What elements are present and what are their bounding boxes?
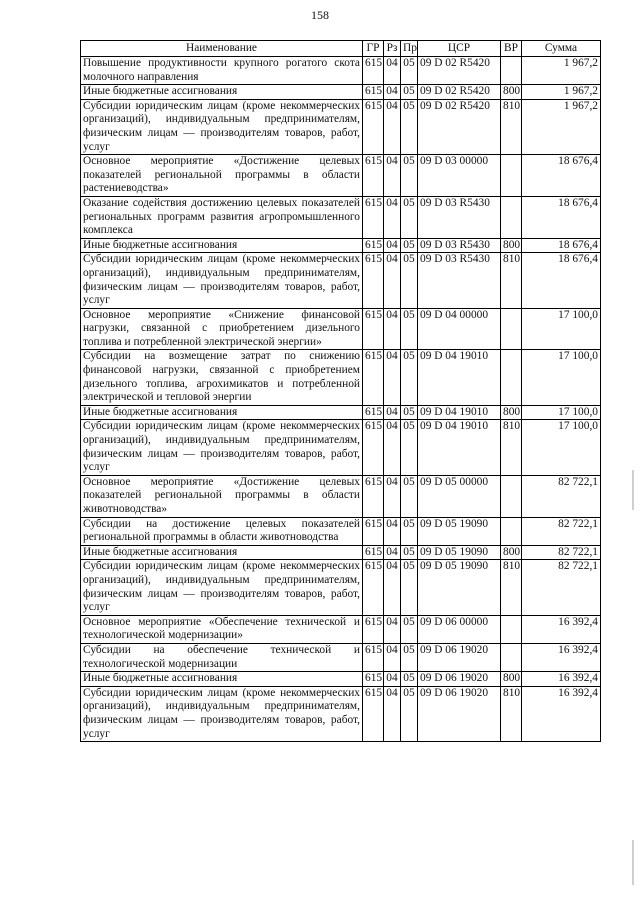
cell-vr [501, 57, 522, 85]
cell-pr: 05 [401, 308, 418, 350]
cell-rz: 04 [384, 85, 401, 100]
cell-csr: 09 D 02 R5420 [418, 85, 501, 100]
cell-csr: 09 D 06 19020 [418, 643, 501, 671]
table-row [81, 560, 601, 615]
cell-vr [501, 350, 522, 405]
cell-name: Основное мероприятие «Обеспечение технической и технологической модернизации» [81, 615, 363, 643]
cell-rz: 04 [384, 99, 401, 154]
table-row [81, 643, 601, 671]
table-row [81, 350, 601, 405]
cell-vr [501, 643, 522, 671]
cell-sum: 1 967,2 [522, 57, 601, 85]
cell-pr: 05 [401, 560, 418, 615]
cell-csr: 09 D 03 R5430 [418, 196, 501, 238]
scan-edge-mark [632, 840, 634, 885]
cell-sum: 18 676,4 [522, 238, 601, 253]
cell-sum: 82 722,1 [522, 545, 601, 560]
cell-vr [501, 517, 522, 545]
table-row [81, 99, 601, 154]
cell-gr: 615 [363, 238, 384, 253]
cell-name: Иные бюджетные ассигнования [81, 238, 363, 253]
cell-rz: 04 [384, 238, 401, 253]
cell-vr [501, 308, 522, 350]
cell-rz: 04 [384, 686, 401, 741]
cell-sum: 16 392,4 [522, 672, 601, 687]
cell-pr: 05 [401, 615, 418, 643]
cell-name: Субсидии на обеспечение технической и технологической модернизации [81, 643, 363, 671]
cell-csr: 09 D 04 19010 [418, 350, 501, 405]
cell-csr: 09 D 05 19090 [418, 545, 501, 560]
cell-sum: 82 722,1 [522, 475, 601, 517]
cell-gr: 615 [363, 643, 384, 671]
cell-csr: 09 D 05 19090 [418, 560, 501, 615]
cell-vr: 810 [501, 99, 522, 154]
cell-gr: 615 [363, 99, 384, 154]
cell-vr: 810 [501, 420, 522, 475]
cell-csr: 09 D 03 R5430 [418, 253, 501, 308]
cell-vr [501, 475, 522, 517]
cell-csr: 09 D 04 19010 [418, 405, 501, 420]
cell-sum: 16 392,4 [522, 686, 601, 741]
cell-gr: 615 [363, 686, 384, 741]
cell-pr: 05 [401, 253, 418, 308]
cell-pr: 05 [401, 238, 418, 253]
cell-name: Субсидии юридическим лицам (кроме некоммерческих организаций), индивидуальным предпринимателям, физическим лицам — производителям товаров, работ, услуг [81, 686, 363, 741]
cell-pr: 05 [401, 686, 418, 741]
cell-name: Иные бюджетные ассигнования [81, 85, 363, 100]
cell-sum: 1 967,2 [522, 85, 601, 100]
column-header-csr: ЦСР [418, 41, 501, 57]
cell-name: Субсидии юридическим лицам (кроме некоммерческих организаций), индивидуальным предпринимателям, физическим лицам — производителям товаров, работ, услуг [81, 99, 363, 154]
cell-vr [501, 615, 522, 643]
cell-rz: 04 [384, 615, 401, 643]
cell-rz: 04 [384, 517, 401, 545]
cell-vr: 800 [501, 672, 522, 687]
cell-csr: 09 D 04 00000 [418, 308, 501, 350]
cell-rz: 04 [384, 253, 401, 308]
cell-pr: 05 [401, 517, 418, 545]
cell-vr [501, 196, 522, 238]
table-row [81, 672, 601, 687]
cell-gr: 615 [363, 308, 384, 350]
table-row [81, 517, 601, 545]
cell-rz: 04 [384, 545, 401, 560]
cell-csr: 09 D 04 19010 [418, 420, 501, 475]
column-header-vr: ВР [501, 41, 522, 57]
cell-sum: 18 676,4 [522, 253, 601, 308]
cell-sum: 16 392,4 [522, 643, 601, 671]
cell-pr: 05 [401, 475, 418, 517]
column-header-pr: Пр [401, 41, 418, 57]
cell-sum: 18 676,4 [522, 155, 601, 197]
cell-gr: 615 [363, 253, 384, 308]
cell-sum: 17 100,0 [522, 405, 601, 420]
cell-rz: 04 [384, 560, 401, 615]
table-row [81, 615, 601, 643]
cell-vr: 800 [501, 85, 522, 100]
table-row [81, 420, 601, 475]
cell-gr: 615 [363, 420, 384, 475]
cell-sum: 82 722,1 [522, 560, 601, 615]
cell-csr: 09 D 03 R5430 [418, 238, 501, 253]
cell-csr: 09 D 03 00000 [418, 155, 501, 197]
table-row [81, 405, 601, 420]
cell-csr: 09 D 05 19090 [418, 517, 501, 545]
cell-rz: 04 [384, 475, 401, 517]
cell-gr: 615 [363, 196, 384, 238]
cell-csr: 09 D 06 19020 [418, 672, 501, 687]
cell-rz: 04 [384, 420, 401, 475]
cell-vr: 800 [501, 545, 522, 560]
cell-rz: 04 [384, 196, 401, 238]
cell-gr: 615 [363, 155, 384, 197]
cell-gr: 615 [363, 672, 384, 687]
cell-gr: 615 [363, 85, 384, 100]
cell-pr: 05 [401, 57, 418, 85]
cell-sum: 17 100,0 [522, 350, 601, 405]
cell-rz: 04 [384, 643, 401, 671]
cell-csr: 09 D 06 00000 [418, 615, 501, 643]
cell-vr: 810 [501, 560, 522, 615]
cell-csr: 09 D 06 19020 [418, 686, 501, 741]
table-header-row [81, 41, 601, 57]
cell-vr: 800 [501, 405, 522, 420]
cell-sum: 18 676,4 [522, 196, 601, 238]
cell-gr: 615 [363, 517, 384, 545]
cell-gr: 615 [363, 57, 384, 85]
cell-gr: 615 [363, 560, 384, 615]
column-header-name: Наименование [81, 41, 363, 57]
scan-edge-mark [632, 470, 634, 510]
cell-sum: 17 100,0 [522, 420, 601, 475]
table-row [81, 57, 601, 85]
cell-vr: 800 [501, 238, 522, 253]
cell-vr: 810 [501, 253, 522, 308]
cell-pr: 05 [401, 155, 418, 197]
budget-table [80, 40, 601, 742]
cell-rz: 04 [384, 405, 401, 420]
cell-pr: 05 [401, 420, 418, 475]
cell-gr: 615 [363, 475, 384, 517]
cell-gr: 615 [363, 405, 384, 420]
table-row [81, 308, 601, 350]
cell-vr [501, 155, 522, 197]
cell-rz: 04 [384, 155, 401, 197]
cell-name: Основное мероприятие «Достижение целевых показателей региональной программы в области растениеводства» [81, 155, 363, 197]
cell-sum: 82 722,1 [522, 517, 601, 545]
cell-name: Субсидии на возмещение затрат по снижению финансовой нагрузки, связанной с приобретением дизельного топлива, агрохимикатов и потребленной электрической и тепловой энергии [81, 350, 363, 405]
cell-name: Основное мероприятие «Снижение финансовой нагрузки, связанной с приобретением дизельного топлива и потребленной электрической энергии» [81, 308, 363, 350]
cell-csr: 09 D 05 00000 [418, 475, 501, 517]
table-row [81, 155, 601, 197]
table-row [81, 253, 601, 308]
page-number: 158 [311, 8, 329, 22]
cell-pr: 05 [401, 672, 418, 687]
cell-name: Субсидии на достижение целевых показателей региональной программы в области животноводства [81, 517, 363, 545]
column-header-sum: Сумма [522, 41, 601, 57]
cell-sum: 17 100,0 [522, 308, 601, 350]
cell-name: Иные бюджетные ассигнования [81, 545, 363, 560]
cell-pr: 05 [401, 196, 418, 238]
cell-rz: 04 [384, 672, 401, 687]
column-header-gr: ГР [363, 41, 384, 57]
table-row [81, 545, 601, 560]
cell-name: Субсидии юридическим лицам (кроме некоммерческих организаций), индивидуальным предпринимателям, физическим лицам — производителям товаров, работ, услуг [81, 560, 363, 615]
table-row [81, 238, 601, 253]
table-row [81, 475, 601, 517]
table-row [81, 196, 601, 238]
cell-sum: 1 967,2 [522, 99, 601, 154]
cell-pr: 05 [401, 643, 418, 671]
cell-gr: 615 [363, 545, 384, 560]
cell-gr: 615 [363, 350, 384, 405]
cell-sum: 16 392,4 [522, 615, 601, 643]
cell-csr: 09 D 02 R5420 [418, 99, 501, 154]
cell-name: Основное мероприятие «Достижение целевых показателей региональной программы в области животноводства» [81, 475, 363, 517]
cell-pr: 05 [401, 99, 418, 154]
cell-rz: 04 [384, 308, 401, 350]
cell-name: Иные бюджетные ассигнования [81, 405, 363, 420]
cell-csr: 09 D 02 R5420 [418, 57, 501, 85]
table-row [81, 686, 601, 741]
cell-pr: 05 [401, 350, 418, 405]
column-header-rz: Рз [384, 41, 401, 57]
cell-rz: 04 [384, 57, 401, 85]
cell-pr: 05 [401, 545, 418, 560]
cell-name: Иные бюджетные ассигнования [81, 672, 363, 687]
cell-name: Оказание содействия достижению целевых показателей региональных программ развития агропромышленного комплекса [81, 196, 363, 238]
cell-vr: 810 [501, 686, 522, 741]
cell-name: Субсидии юридическим лицам (кроме некоммерческих организаций), индивидуальным предпринимателям, физическим лицам — производителям товаров, работ, услуг [81, 253, 363, 308]
cell-gr: 615 [363, 615, 384, 643]
cell-pr: 05 [401, 405, 418, 420]
table-body [81, 57, 601, 742]
table-row [81, 85, 601, 100]
cell-name: Повышение продуктивности крупного рогатого скота молочного направления [81, 57, 363, 85]
cell-rz: 04 [384, 350, 401, 405]
cell-name: Субсидии юридическим лицам (кроме некоммерческих организаций), индивидуальным предпринимателям, физическим лицам — производителям товаров, работ, услуг [81, 420, 363, 475]
cell-pr: 05 [401, 85, 418, 100]
